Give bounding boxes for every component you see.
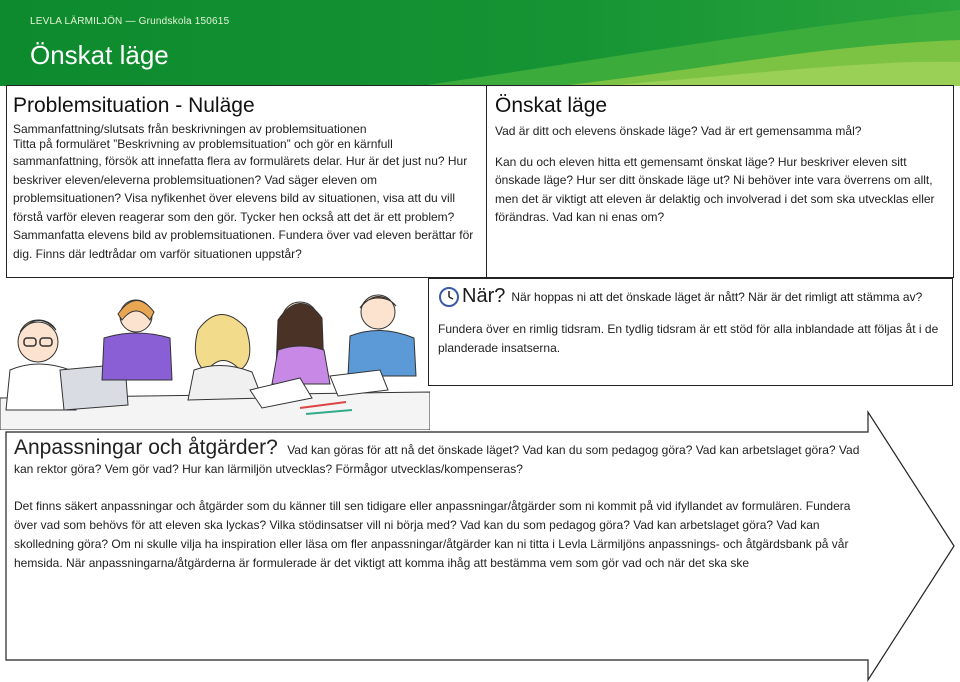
desired-question: Vad är ditt och elevens önskade läge? Vad är ert gemensamma mål? [495,124,862,138]
problem-title: Problemsituation - Nuläge [13,94,255,117]
problem-line-2: Titta på formuläret ”Beskrivning av problemsituation” och gör en kärnfull [13,137,393,151]
when-note: Fundera över en rimlig tidsram. En tydlig tidsram är ett stöd för alla inblandade att följas åt i de planderade insatserna. [438,322,939,355]
actions-section [14,438,864,573]
problem-line-1: Sammanfattning/slutsats från beskrivningen av problemsituationen [13,122,367,136]
actions-title: Anpassningar och åtgärder? [14,436,278,459]
desired-body: Kan du och eleven hitta ett gemensamt önskat läge? Hur beskriver eleven sitt önskade läge? Hur ser ditt önskade läge ut? Ni behöver inte vara överrens om allt, men det är viktigt att eleven är delaktig och involverad i det som ska utvecklas eller förändras. Vad kan ni enas om? [495,154,935,224]
actions-body: Det finns säkert anpassningar och åtgärder som du känner till sen tidigare eller anpassningar/åtgärder som ni kommit på vid ifyllandet av formulären. Fundera över vad som behövs för att eleven ska lyckas? Vilka stödinsatser vill ni börja med? Vad kan du som pedagog göra? Vad kan arbetslaget göra? Vad kan skolledning göra? Om ni skulle vilja ha inspiration eller läsa om fler anpassningar/åtgärder kan ni titta i Levla Lärmiljöns anpassnings- och åtgärdsbank på vår hemsida. När anpassningarna/åtgärderna är formulerade är det viktigt att komma ihåg att bestämma vem som gör vad och när det ska ske [14,499,851,570]
when-question: När hoppas ni att det önskade läget är nått? När är det rimligt att stämma av? [511,289,923,304]
problem-body: sammanfattning, försök att innefatta flera av formulärets delar. Hur är det just nu? Hur beskriver eleven/eleverna problemsituationen? Vad säger eleven om problemsituationen? Visa nyfikenhet över elevens bild av situationen, visa att du vill förstå varför eleven reagerar som den gör. Tycker hen också att det är ett problem? Sammanfatta elevens bild av problemsituationen. Fundera över vad eleven berättar för dig. Finns där ledtrådar om varför situationen uppstår? [13,154,474,261]
page-title: Önskat läge [30,40,169,70]
desired-title: Önskat läge [495,94,608,117]
header-breadcrumb: LEVLA LÄRMILJÖN — Grundskola 150615 [30,16,230,27]
when-title: När? [462,285,506,307]
actions-intro: Vad kan göras för att nå det önskade läget? Vad kan du som pedagog göra? Vad kan arbetslaget göra? Vad kan rektor göra? Vem gör vad? Hur kan lärmiljön utvecklas? Förmågor utvecklas/kompenseras? [14,443,860,476]
